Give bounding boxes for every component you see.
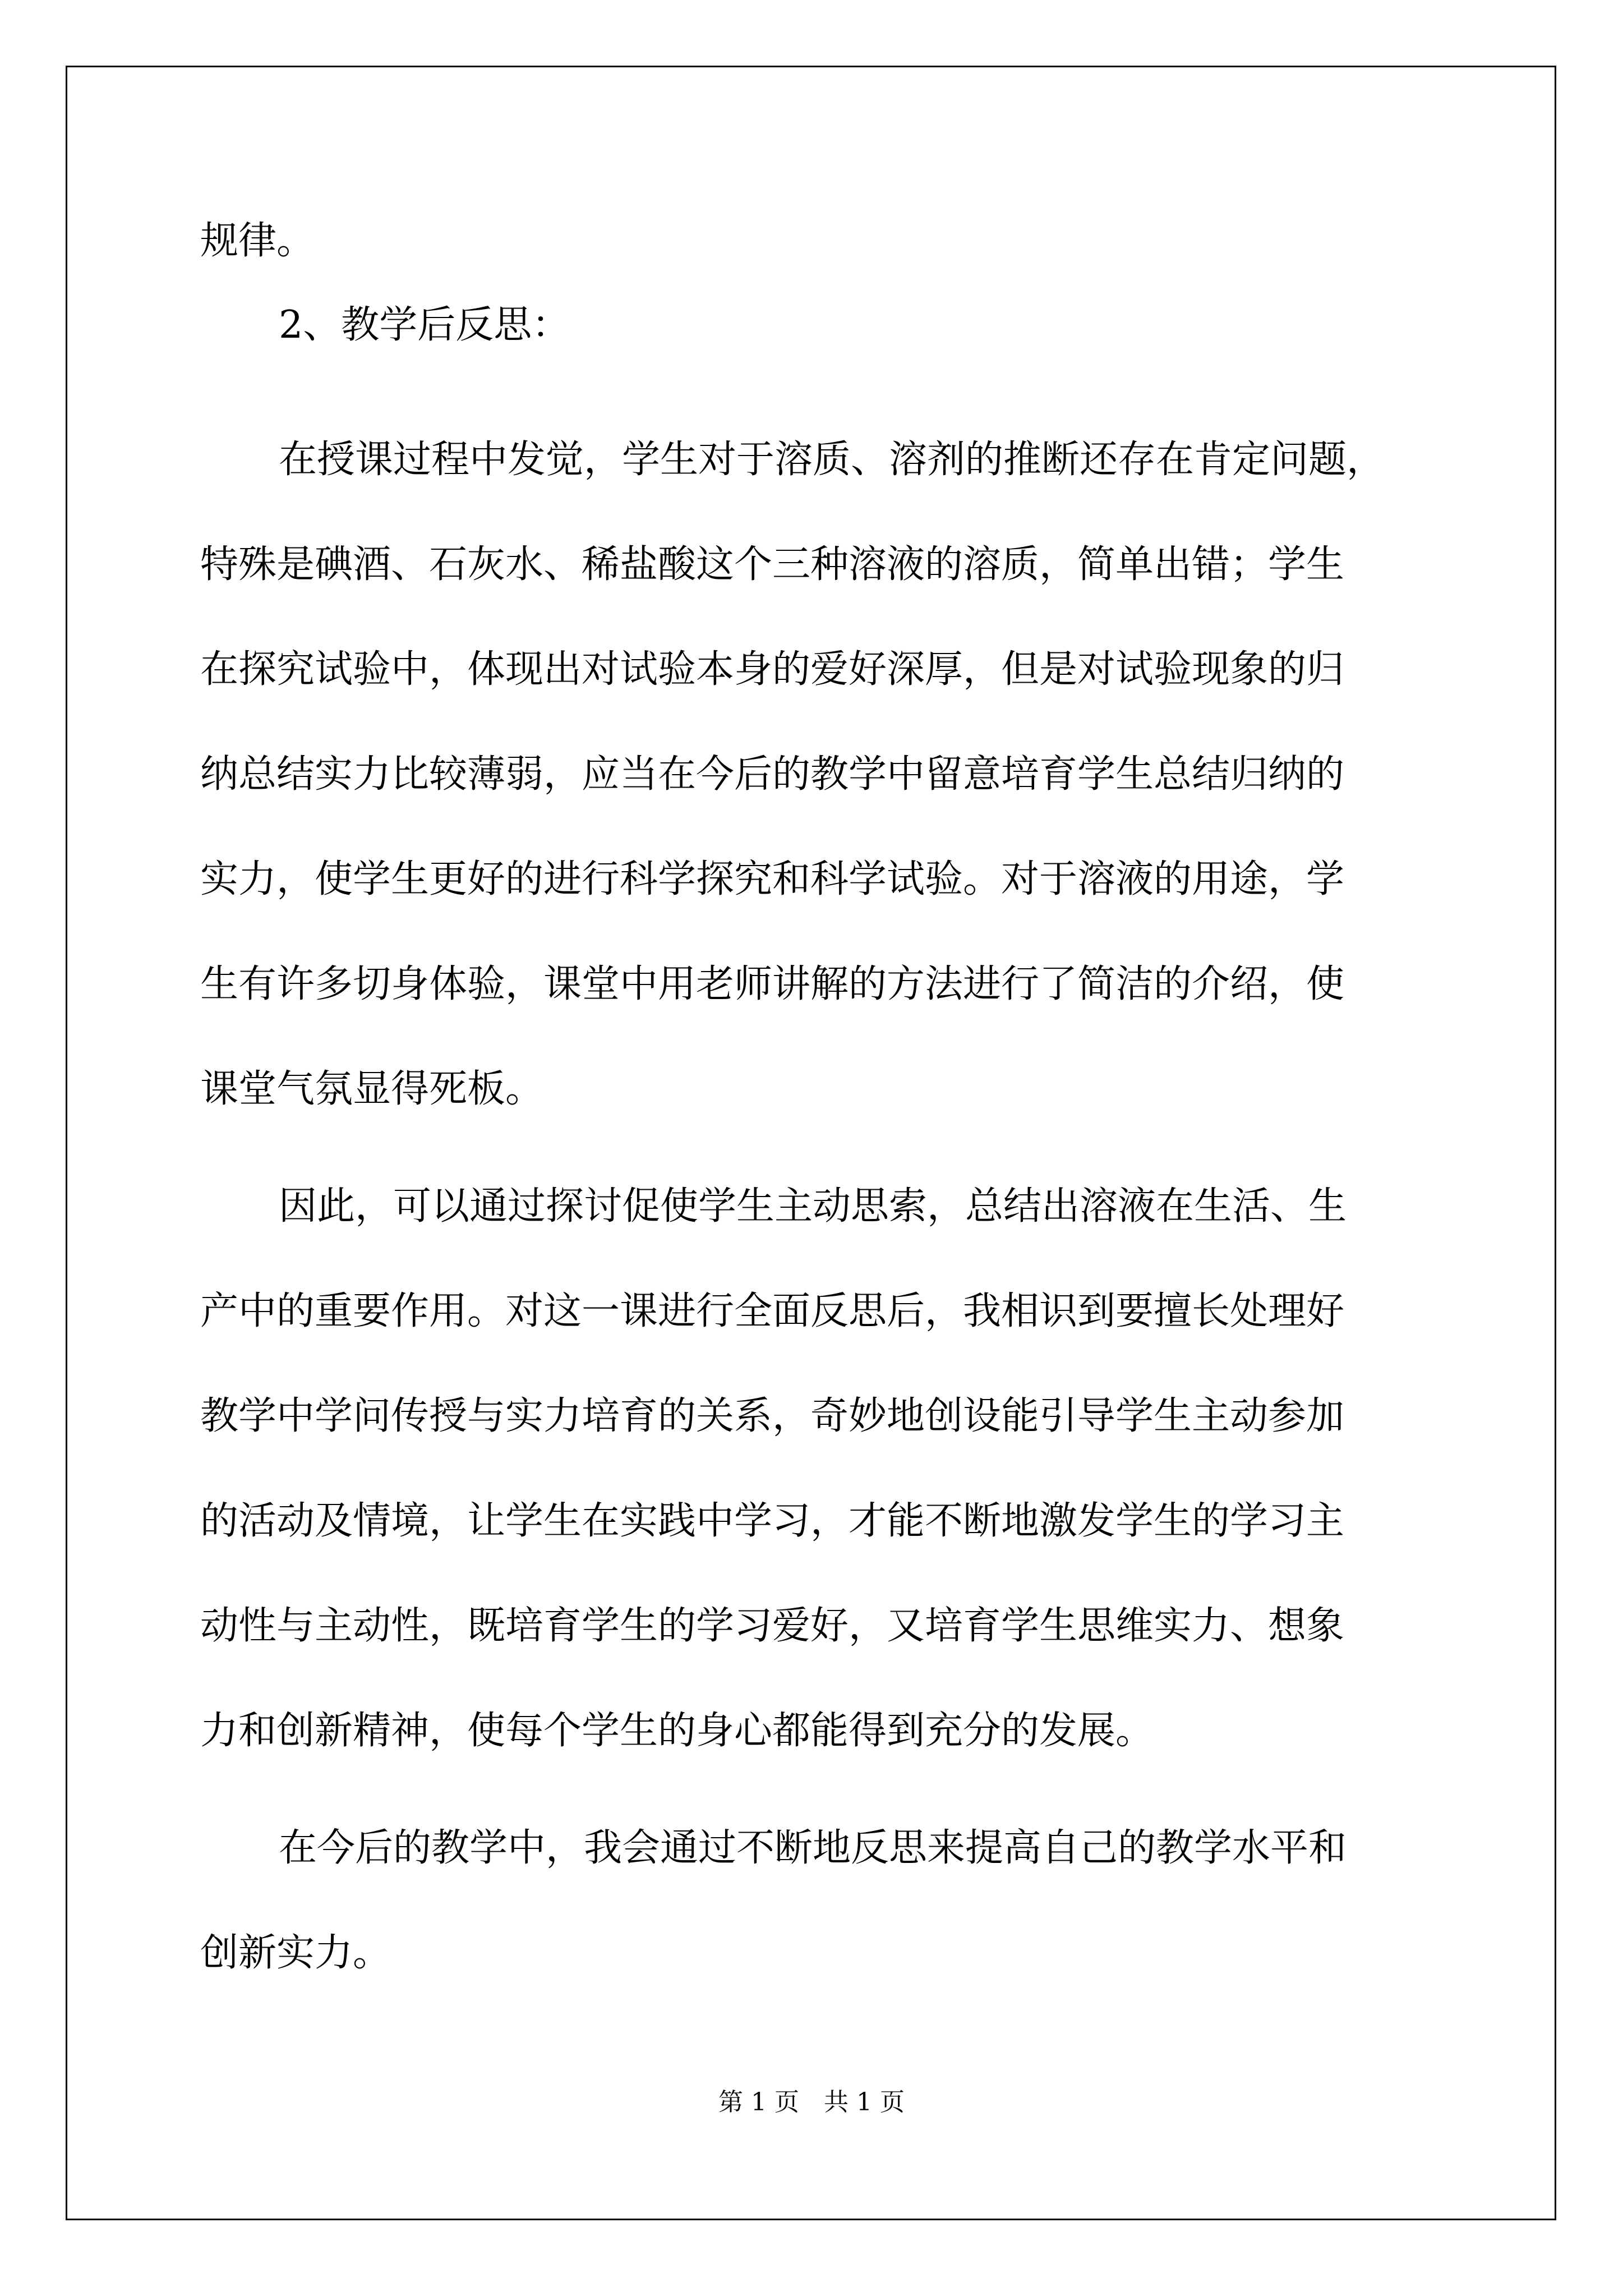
page-border	[66, 66, 1556, 2220]
paragraph-5-line-1: 在今后的教学中，我会通过不断地反思来提高自己的教学水平和	[279, 1826, 1347, 1870]
paragraph-4-line-4: 的活动及情境，让学生在实践中学习，才能不断地激发学生的学习主	[200, 1499, 1345, 1543]
page-footer: 第 1 页 共 1 页	[718, 2088, 905, 2116]
paragraph-3-line-1: 在授课过程中发觉，学生对于溶质、溶剂的推断还存在肯定问题，	[279, 438, 1385, 482]
paragraph-4-line-2: 产中的重要作用。对这一课进行全面反思后，我相识到要擅长处理好	[200, 1289, 1345, 1333]
paragraph-3-line-5: 实力，使学生更好的进行科学探究和科学试验。对于溶液的用途，学	[200, 857, 1345, 901]
paragraph-5-line-2: 创新实力。	[200, 1931, 391, 1975]
paragraph-3-line-2: 特殊是碘酒、石灰水、稀盐酸这个三种溶液的溶质，简单出错；学生	[200, 542, 1345, 587]
paragraph-3-line-3: 在探究试验中，体现出对试验本身的爱好深厚，但是对试验现象的归	[200, 647, 1345, 692]
paragraph-3-line-4: 纳总结实力比较薄弱，应当在今后的教学中留意培育学生总结归纳的	[200, 752, 1345, 797]
paragraph-4-line-6: 力和创新精神，使每个学生的身心都能得到充分的发展。	[200, 1709, 1154, 1753]
paragraph-4-line-1: 因此，可以通过探讨促使学生主动思索，总结出溶液在生活、生	[279, 1184, 1347, 1228]
paragraph-3-line-6: 生有许多切身体验，课堂中用老师讲解的方法进行了简洁的介绍，使	[200, 962, 1345, 1006]
paragraph-3-line-7: 课堂气氛显得死板。	[200, 1067, 544, 1111]
section-heading: 2、教学后反思：	[279, 303, 570, 347]
paragraph-4-line-3: 教学中学问传授与实力培育的关系，奇妙地创设能引导学生主动参加	[200, 1394, 1345, 1438]
paragraph-1-line-1: 规律。	[200, 219, 315, 263]
paragraph-4-line-5: 动性与主动性，既培育学生的学习爱好，又培育学生思维实力、想象	[200, 1604, 1345, 1648]
